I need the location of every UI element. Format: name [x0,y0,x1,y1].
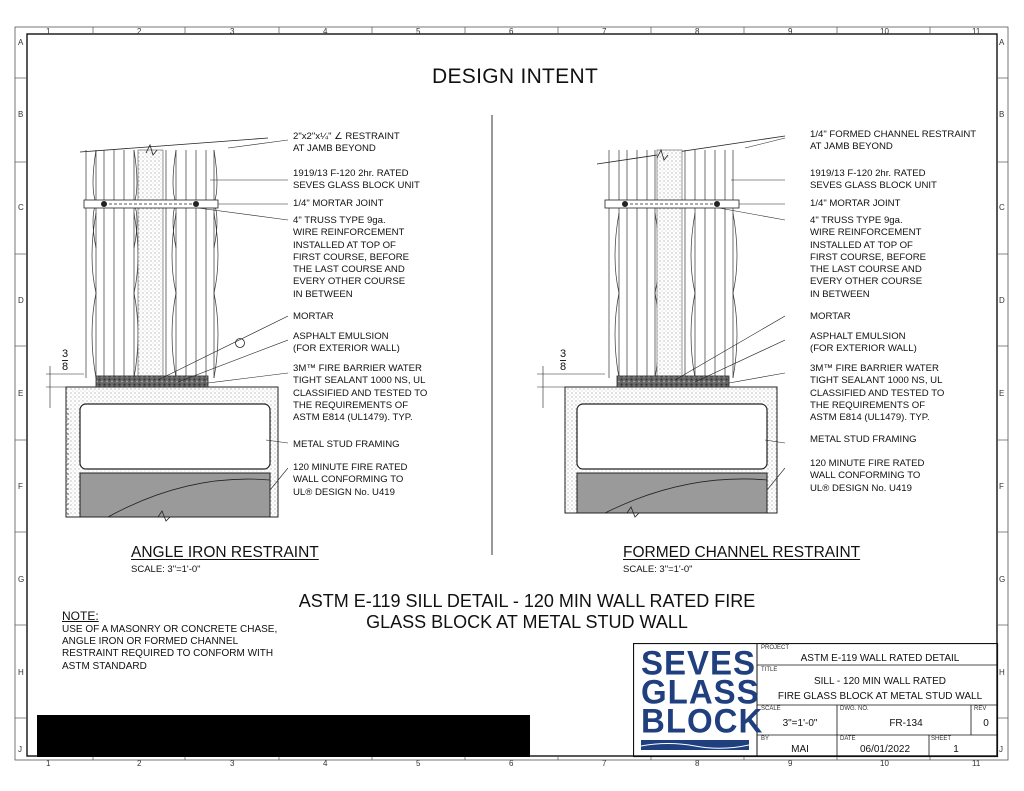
scale-label: SCALE [761,706,781,712]
left-callout-asphalt-emulsion: ASPHALT EMULSION (FOR EXTERIOR WALL) [293,331,400,355]
title-label: TITLE [761,667,778,673]
left-sill-detail-drawing [38,128,288,528]
grid-row-d: D [18,296,24,305]
right-callout-glass-block-unit: 1919/13 F-120 2hr. RATED SEVES GLASS BLOCK UNIT [810,168,937,192]
grid-col-9-bottom: 9 [788,759,793,768]
grid-row-h-right: H [999,668,1005,677]
left-joint-dimension-numerator: 3 [62,348,69,360]
grid-col-7-bottom: 7 [602,759,607,768]
grid-col-7: 7 [602,27,607,36]
right-callout-mortar: MORTAR [810,311,851,322]
grid-col-3: 3 [230,27,235,36]
logo-line-3: BLOCK [641,701,764,740]
grid-row-d-right: D [999,296,1005,305]
rev-value: 0 [983,718,989,729]
sheet-value: 1 [953,744,959,755]
right-joint-dimension-denominator: 8 [560,361,567,373]
project-value: ASTM E-119 WALL RATED DETAIL [800,653,960,664]
right-callout-asphalt-emulsion: ASPHALT EMULSION (FOR EXTERIOR WALL) [810,331,917,355]
left-callout-metal-stud-framing: METAL STUD FRAMING [293,439,400,450]
grid-row-g-right: G [999,575,1006,584]
grid-col-4: 4 [323,27,328,36]
grid-col-8: 8 [695,27,700,36]
left-joint-dimension-denominator: 8 [62,361,69,373]
grid-col-6-bottom: 6 [509,759,514,768]
logo-line-2: GLASS [641,672,760,711]
grid-col-1-bottom: 1 [46,759,51,768]
grid-col-3-bottom: 3 [230,759,235,768]
grid-col-10-bottom: 10 [880,759,889,768]
logo-line-1: SEVES [641,643,757,682]
grid-row-c-right: C [999,203,1005,212]
view-divider [490,115,494,555]
seves-glass-block-logo [641,643,764,752]
grid-row-a-right: A [999,38,1005,47]
grid-row-e-right: E [999,389,1005,398]
right-view-title: FORMED CHANNEL RESTRAINT [623,544,861,561]
grid-row-h: H [18,668,24,677]
left-callout-mortar-joint: 1/4" MORTAR JOINT [293,198,384,209]
grid-col-1: 1 [46,27,51,36]
logo-wave-stripe [641,740,749,750]
grid-row-f: F [18,482,23,491]
grid-row-b: B [18,110,24,119]
grid-col-2: 2 [137,27,142,36]
right-callout-mortar-joint: 1/4" MORTAR JOINT [810,198,901,209]
grid-row-c: C [18,203,24,212]
grid-col-9: 9 [788,27,793,36]
date-value: 06/01/2022 [859,744,911,755]
grid-row-j: J [18,745,22,754]
right-callout-fire-barrier-sealant: 3M™ FIRE BARRIER WATER TIGHT SEALANT 1000 NS, UL CLASSIFIED AND TESTED TO THE REQUIREMENTS OF ASTM E814 (UL1479). TYP. [810,363,945,424]
design-intent-title: DESIGN INTENT [432,65,599,88]
left-callout-angle-restraint: 2"x2"x¼" ∠ RESTRAINT AT JAMB BEYOND [293,131,400,155]
sheet-main-title: ASTM E-119 SILL DETAIL - 120 MIN WALL RATED FIRE GLASS BLOCK AT METAL STUD WALL [298,591,756,632]
by-value: MAI [791,744,809,755]
dwg-no-value: FR-134 [889,718,923,729]
grid-col-11-bottom: 11 [972,759,981,768]
grid-col-11: 11 [972,27,981,36]
left-callout-fire-barrier-sealant: 3M™ FIRE BARRIER WATER TIGHT SEALANT 1000 NS, UL CLASSIFIED AND TESTED TO THE REQUIREMENTS OF ASTM E814 (UL1479). TYP. [293,363,428,424]
left-callout-truss-reinforcement: 4" TRUSS TYPE 9ga. WIRE REINFORCEMENT INSTALLED AT TOP OF FIRST COURSE, BEFORE THE LAST COURSE AND EVERY OTHER COURSE IN BETWEEN [293,215,410,300]
grid-row-b-right: B [999,110,1005,119]
note-text: USE OF A MASONRY OR CONCRETE CHASE, ANGLE IRON OR FORMED CHANNEL RESTRAINT REQUIRED TO CONFORM WITH ASTM STANDARD [62,624,278,672]
scale-value: 3"=1'-0" [782,718,818,729]
title-line-2: FIRE GLASS BLOCK AT METAL STUD WALL [777,691,983,702]
right-callout-metal-stud-framing: METAL STUD FRAMING [810,434,917,445]
grid-col-10: 10 [880,27,889,36]
right-sill-detail-drawing [535,128,785,528]
grid-row-j-right: J [999,745,1003,754]
right-joint-dimension-numerator: 3 [560,348,567,360]
left-callout-fire-rated-wall: 120 MINUTE FIRE RATED WALL CONFORMING TO UL® DESIGN No. U419 [293,462,408,498]
grid-row-a: A [18,38,24,47]
right-callout-fire-rated-wall: 120 MINUTE FIRE RATED WALL CONFORMING TO UL® DESIGN No. U419 [810,458,925,494]
dwg-no-label: DWG. NO. [840,706,869,712]
left-view-scale: SCALE: 3"=1'-0" [131,564,201,575]
redaction-bar [37,715,530,757]
right-callout-truss-reinforcement: 4" TRUSS TYPE 9ga. WIRE REINFORCEMENT INSTALLED AT TOP OF FIRST COURSE, BEFORE THE LAST COURSE AND EVERY OTHER COURSE IN BETWEEN [810,215,927,300]
right-view-scale: SCALE: 3"=1'-0" [623,564,693,575]
project-label: PROJECT [761,645,790,651]
left-callout-glass-block-unit: 1919/13 F-120 2hr. RATED SEVES GLASS BLOCK UNIT [293,168,420,192]
grid-col-8-bottom: 8 [695,759,700,768]
title-line-1: SILL - 120 MIN WALL RATED [813,676,947,687]
left-view-title: ANGLE IRON RESTRAINT [131,544,319,561]
grid-col-5-bottom: 5 [416,759,421,768]
left-callout-mortar: MORTAR [293,311,334,322]
note-heading: NOTE: [62,609,99,623]
grid-row-e: E [18,389,24,398]
grid-col-5: 5 [416,27,421,36]
grid-col-2-bottom: 2 [137,759,142,768]
right-callout-formed-channel-restraint: 1/4" FORMED CHANNEL RESTRAINT AT JAMB BEYOND [810,129,977,153]
grid-row-f-right: F [999,482,1004,491]
grid-col-6: 6 [509,27,514,36]
by-label: BY [761,736,770,742]
sheet-label: SHEET [931,736,952,742]
rev-label: REV [974,706,987,712]
grid-row-g: G [18,575,25,584]
date-label: DATE [840,736,856,742]
grid-col-4-bottom: 4 [323,759,328,768]
